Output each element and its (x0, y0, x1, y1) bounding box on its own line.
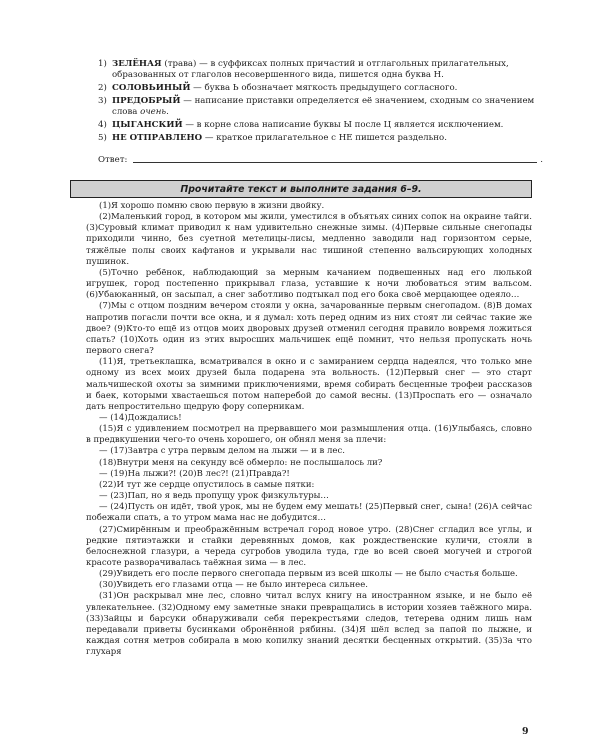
option-number: 4) (98, 119, 107, 130)
text-paragraph: (7)Мы с отцом поздним вечером стояли у окна, зачарованные первым снегопадом. (8)В домах напротив погасли почти все окна, и я думал: хоть перед одним из них стоят ли сейчас такие же двое? (9)Кто-то ещё из отцов моих дворовых друзей отменил сегодня правило вовремя ложиться спать? (10)Хоть один из этих выросших мальчишек ещё помнит, что нельзя пропускать ночь первого снега? (86, 301, 532, 357)
answer-options (98, 59, 538, 145)
option-keyword: ЦЫГАНСКИЙ (112, 119, 183, 130)
text-paragraph: (30)Увидеть его глазами отца — не было интереса сильнее. (99, 580, 368, 591)
text-paragraph: (1)Я хорошо помню свою первую в жизни двойку. (99, 201, 325, 211)
option-number: 2) (98, 83, 107, 93)
text-paragraph: (18)Внутри меня на секунду всё обмерло: не послышалось ли? (99, 457, 383, 468)
answer-end: . (540, 155, 543, 165)
option-keyword: СОЛОВЬИНЫЙ (112, 83, 191, 93)
option-explanation: — буква Ь обозначает мягкость предыдущего согласного. (190, 83, 458, 93)
option-3 (98, 96, 538, 118)
answer-field[interactable] (133, 153, 537, 163)
option-text (112, 96, 538, 118)
option-tail: . (166, 107, 169, 117)
text-paragraph: (15)Я с удивлением посмотрел на прервавшего мои размышления отца. (16)Улыбаясь, словно в предвкушении чего-то очень хорошего, он обнял меня за плечи: (86, 424, 532, 446)
text-paragraph: (2)Маленький город, в котором мы жили, уместился в объятьях синих сопок на окраине тайги. (3)Суровый климат приводил к нам удивительно снежные зимы. (4)Первые сильные снегопады приходили чинно, без суетной метелицы-лисы, медленно заводили над горизонтом серые, тяжёлые полы своих кафтанов и укрывали нас тишиной степенно вальсирующих холодных пушинок. (86, 212, 532, 267)
text-paragraph: — (24)Пусть он идёт, твой урок, мы не будем ему мешать! (25)Первый снег, сына! (26)А сейчас побежали спать, а то утром мама нас не добудится… (86, 502, 532, 524)
reading-text (86, 201, 532, 658)
option-italic-word: очень (140, 107, 167, 117)
option-explanation: — краткое прилагательное с НЕ пишется раздельно. (202, 132, 447, 143)
text-paragraph: (31)Он раскрывал мне лес, словно читал вслух книгу на иностранном языке, и не было её увлекательнее. (32)Одному ему заметные знаки превращались в истории хозяев таёжного мира. (33)Зайцы и барсуки обнаруживали себя перекрестьями следов, тетерева одним лишь нам передавали приветы бусинками обронённой рябины. (34)Я шёл вслед за папой по лыжне, и каждая сотня метров собирала в мою копилку знаний десятки бесценных открытий. (35)За что глухаря (86, 591, 532, 658)
option-keyword: ЗЕЛЁНАЯ (112, 59, 162, 69)
option-text (112, 59, 538, 81)
text-paragraph: — (19)На лыжи?! (20)В лес?! (21)Правда?! (99, 468, 290, 479)
option-explanation: — написание приставки определяется её значением, сходным со значением слова (112, 95, 535, 117)
option-explanation: — в корне слова написание буквы Ы после Ц является исключением. (182, 119, 504, 130)
option-keyword: ПРЕДОБРЫЙ (112, 95, 181, 106)
answer-label: Ответ: (98, 155, 128, 165)
option-number: 1) (98, 59, 107, 69)
page-number: 9 (522, 726, 529, 737)
text-paragraph: (11)Я, третьеклашка, всматривался в окно и с замиранием сердца надеялся, что только мне одному из всех моих друзей была подарена эта вольность. (12)Первый снег — это старт мальчишеской охоты за зимними приключениями, время собирать бесценные трофеи рассказов и баек, которыми хвастаешься потом наперебой до самой весны. (13)Проспать его — означало дать непростительно щедрую фору соперникам. (86, 357, 532, 412)
option-4 (98, 120, 538, 131)
option-2 (98, 83, 538, 94)
answer-row (98, 153, 543, 165)
text-paragraph: (27)Смирённым и преображённым встречал город новое утро. (28)Снег сгладил все углы, и редкие пятиэтажки и стайки деревянных домов, как рождественские куличи, стояли в белоснежной глазури, а череда сугробов уводила туда, где во всей своей могучей и строгой красоте разворачивалась таёжная зима — в лес. (86, 524, 532, 568)
text-paragraph: — (23)Пап, но я ведь пропущу урок физкультуры… (99, 491, 329, 502)
option-number: 3) (98, 95, 107, 106)
text-paragraph: (22)И тут же сердце опустилось в самые пятки: (99, 479, 315, 490)
option-text (112, 120, 538, 131)
task-banner: Прочитайте текст и выполните задания 6–9. (70, 180, 532, 198)
option-keyword: НЕ ОТПРАВЛЕНО (112, 132, 203, 143)
option-1 (98, 59, 538, 81)
text-paragraph: (5)Точно ребёнок, наблюдающий за мерным качанием подвешенных над его люлькой игрушек, город постепенно прикрывал глаза, уставшие к ночи любоваться этим вальсом. (6)Убаюканный, он засыпал, а снег заботливо подтыкал под его бока своё мерцающее одеяло… (86, 267, 532, 301)
option-number: 5) (98, 132, 107, 143)
option-text (112, 133, 538, 144)
text-paragraph: — (17)Завтра с утра первым делом на лыжи — и в лес. (99, 446, 345, 457)
text-paragraph: — (14)Дождались! (99, 412, 182, 423)
option-text (112, 83, 538, 94)
option-5 (98, 133, 538, 144)
text-paragraph: (29)Увидеть его после первого снегопада первым из всей школы — не было счастья больше. (99, 569, 518, 580)
option-explanation: (трава) — в суффиксах полных причастий и отглагольных прилагательных, образованных от глаголов несовершенного вида, пишется одна буква Н. (112, 59, 509, 81)
